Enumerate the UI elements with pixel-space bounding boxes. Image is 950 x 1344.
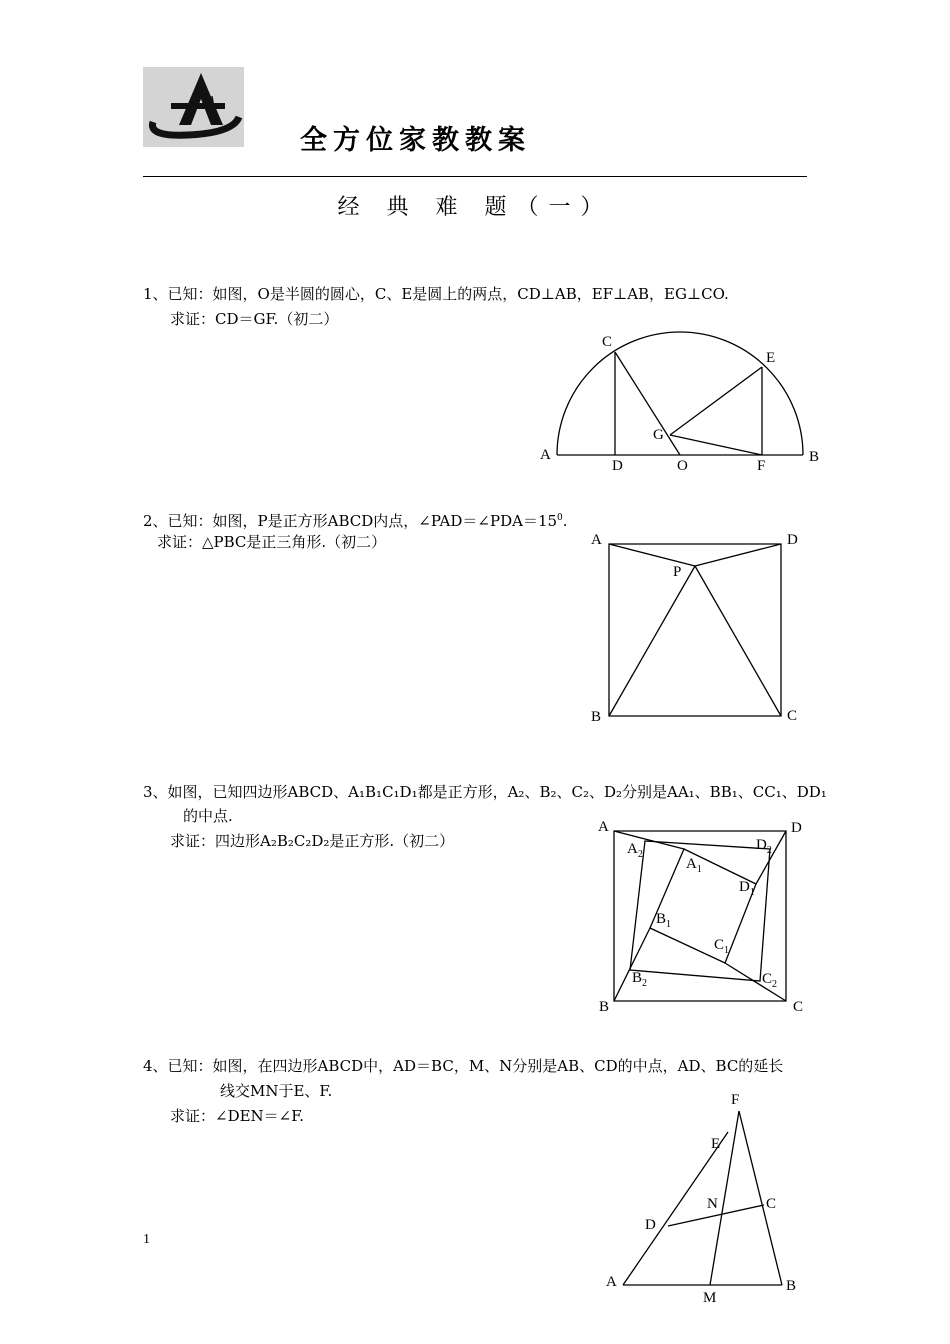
label-M: M xyxy=(703,1290,717,1306)
problem-2-prove: 求证：△PBC是正三角形.（初二） xyxy=(157,533,387,551)
label-E: E xyxy=(766,350,776,366)
svg-text:B1: $B_1$ xyxy=(656,911,672,930)
problem-1-statement: 1、已知：如图，O是半圆的圆心，C、E是圆上的两点，CD⊥AB，EF⊥AB，EG⊥CO. xyxy=(143,285,729,303)
label-C: C xyxy=(793,999,804,1015)
problem-1-figure xyxy=(530,325,830,480)
svg-text:A2: $A_2$ xyxy=(627,841,643,860)
problem-3-statement-cont: 的中点. xyxy=(183,807,233,825)
svg-text:A: A xyxy=(207,94,216,108)
brand-title: 全方位家教教案 xyxy=(300,125,531,156)
label-F: F xyxy=(731,1092,740,1108)
label-B: B xyxy=(591,709,602,725)
problem-1-prove: 求证：CD＝GF.（初二） xyxy=(170,310,339,328)
problem-4-statement: 4、已知：如图，在四边形ABCD中，AD＝BC，M、N分别是AB、CD的中点，AD、BC的延长 xyxy=(143,1057,784,1075)
label-D: D xyxy=(645,1217,656,1233)
problem-3-prove: 求证：四边形A₂B₂C₂D₂是正方形.（初二） xyxy=(170,832,455,850)
label-B: B xyxy=(599,999,610,1015)
svg-text:D1: $D_1$ xyxy=(739,879,755,898)
problem-3-figure xyxy=(590,815,815,1020)
problem-2-statement: 2、已知：如图，P是正方形ABCD内点，$\angle PAD=\angle PDA=15^0$. xyxy=(143,512,568,530)
label-D: D xyxy=(612,458,623,474)
label-A: A xyxy=(591,532,602,548)
problem-2-figure xyxy=(585,528,810,728)
label-A: A xyxy=(598,819,609,835)
label-E: E xyxy=(711,1136,721,1152)
label-C: C xyxy=(766,1196,777,1212)
label-P: P xyxy=(673,564,682,580)
label-B: B xyxy=(809,449,820,465)
label-G: G xyxy=(653,427,664,443)
problem-4-figure xyxy=(598,1085,808,1310)
svg-text:B2: $B_2$ xyxy=(632,970,648,989)
page-number: 1 xyxy=(143,1232,150,1247)
label-D: D xyxy=(787,532,798,548)
label-N: N xyxy=(707,1196,718,1212)
label-O: O xyxy=(677,458,688,474)
svg-text:C2: $C_2$ xyxy=(762,971,778,990)
label-C: C xyxy=(602,334,613,350)
triangle-letter-logo xyxy=(143,67,244,147)
svg-text:A1: $A_1$ xyxy=(686,856,702,875)
label-F: F xyxy=(757,458,766,474)
logo-icon xyxy=(143,67,244,147)
label-A: A xyxy=(606,1274,617,1290)
svg-text:D2: $D_2$ xyxy=(756,837,772,856)
svg-text:C1: $C_1$ xyxy=(714,937,730,956)
problem-3-statement: 3、如图，已知四边形ABCD、A₁B₁C₁D₁都是正方形，A₂、B₂、C₂、D₂分别是AA₁、BB₁、CC₁、DD₁ xyxy=(143,783,827,801)
problem-4-prove: 求证：∠DEN＝∠F. xyxy=(170,1107,305,1125)
label-C: C xyxy=(787,708,798,724)
document-title: 经 典 难 题（一） xyxy=(337,195,613,220)
label-D: D xyxy=(791,820,802,836)
header-rule xyxy=(143,176,807,177)
problem-4-statement-cont: 线交MN于E、F. xyxy=(220,1082,333,1100)
label-B: B xyxy=(786,1278,797,1294)
label-A: A xyxy=(540,447,551,463)
